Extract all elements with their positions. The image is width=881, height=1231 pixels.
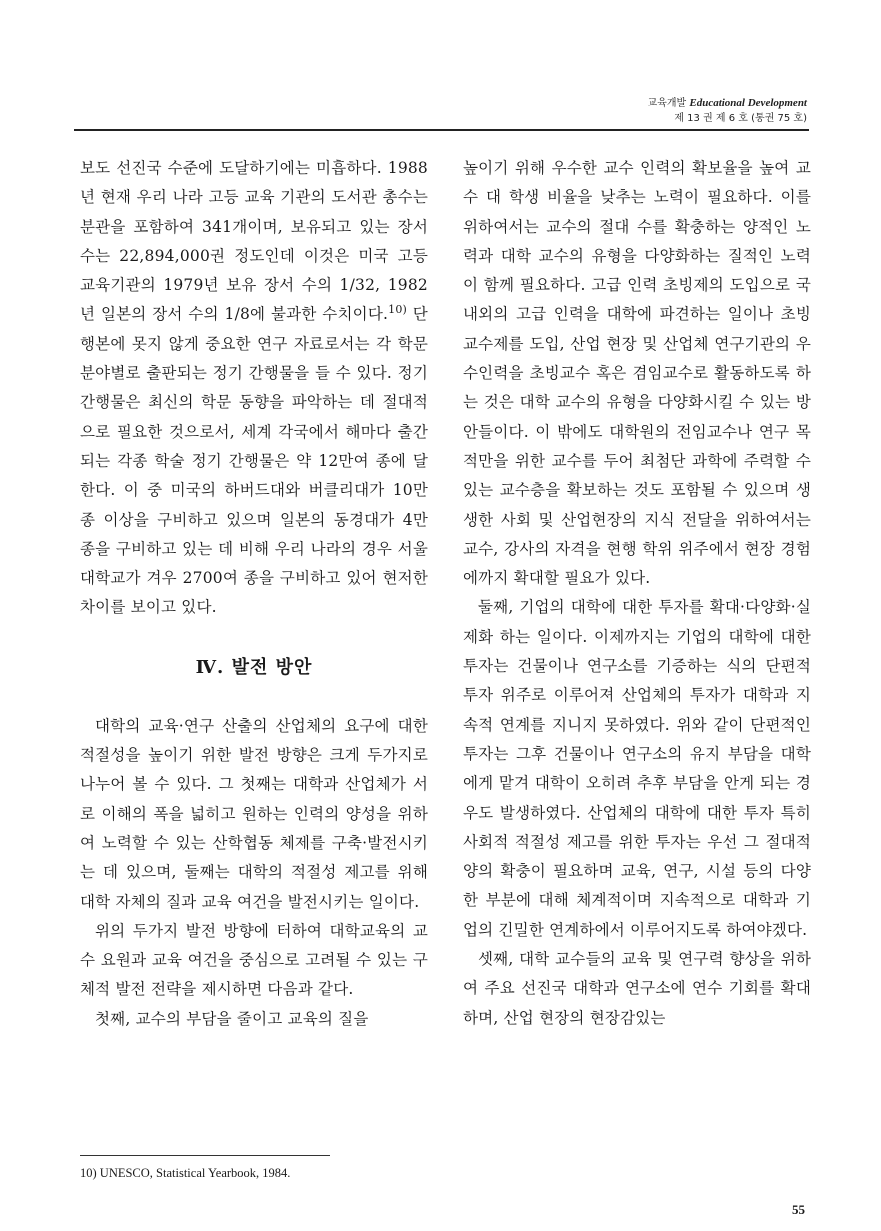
footnote: 10) UNESCO, Statistical Yearbook, 1984. — [80, 1166, 291, 1180]
left-column — [80, 154, 428, 1034]
running-header — [648, 96, 807, 126]
paragraph: 둘째, 기업의 대학에 대한 투자를 확대·다양화·실제화 하는 일이다. 이제까지는 기업의 대학에 대한 투자는 건물이나 연구소를 기증하는 식의 단편적 투자 위주로 이루어져 산업체의 투자가 대학과 지속적 연계를 지니지 못하였다. 위와 같이 단편적인 투자는 그후 건물이나 연구소의 유지 부담을 대학에게 맡겨 대학이 오히려 추후 부담을 안게 되는 경우도 발생하였다. 산업체의 대학에 대한 투자 특히 사회적 적절성 제고를 위한 투자는 우선 그 절대적 양의 확충이 필요하며 교육, 연구, 시설 등의 다양한 부분에 대해 체계적이며 지속적으로 대학과 기업의 긴밀한 연계하에서 이루어지도록 하여야겠다. — [463, 598, 811, 939]
footnote-ref: 10) — [388, 303, 408, 317]
journal-title-en: Educational Development — [689, 97, 807, 109]
header-rule — [74, 129, 809, 131]
section-title: Ⅳ. 발전 방안 — [195, 656, 313, 678]
page-number: 55 — [792, 1202, 805, 1217]
paragraph: 첫째, 교수의 부담을 줄이고 교육의 질을 — [95, 1009, 369, 1028]
paragraph: 셋째, 대학 교수들의 교육 및 연구력 향상을 위하여 주요 선진국 대학과 연구소에 연수 기회를 확대하며, 산업 현장의 현장감있는 — [463, 950, 811, 1027]
right-column — [463, 154, 811, 1033]
footnote-rule — [80, 1155, 330, 1156]
paragraph: 높이기 위해 우수한 교수 인력의 확보율을 높여 교수 대 학생 비율을 낮추는 노력이 필요하다. 이를 위하여서는 교수의 절대 수를 확충하는 양적인 노력과 대학 교수의 유형을 다양화하는 질적인 노력이 함께 필요하다. 고급 인력 초빙제의 도입으로 국내외의 고급 인력을 대학에 파견하는 일이나 초빙 교수제를 도입, 산업 현장 및 산업체 연구기관의 우수인력을 초빙교수 혹은 겸임교수로 활동하도록 하는 것은 대학 교수의 유형을 다양화시킬 수 있는 방안들이다. 이 밖에도 대학원의 전임교수나 연구 목적만을 위한 교수를 두어 최첨단 과학에 주력할 수 있는 교수층을 확보하는 것도 포함될 수 있으며 생생한 사회 및 산업현장의 지식 전달을 위하여서는 교수, 강사의 자격을 현행 학위 위주에서 현장 경험에까지 확대할 필요가 있다. — [463, 159, 811, 588]
journal-title: 교육개발 Educational Development — [647, 97, 807, 109]
paragraph: 위의 두가지 발전 방향에 터하여 대학교육의 교수 요원과 교육 여건을 중심으로 고려될 수 있는 구체적 발전 전략을 제시하면 다음과 같다. — [80, 921, 428, 999]
issue-line: 제 13 권 제 6 호 (통권 75 호) — [674, 113, 807, 124]
paragraph: 보도 선진국 수준에 도달하기에는 미흡하다. 1988년 현재 우리 나라 고등 교육 기관의 도서관 총수는 분관을 포함하여 341개이며, 보유되고 있는 장서 수는 22,894,000권 정도인데 이것은 미국 고등 교육기관의 1979년 보유 장서 수의 1/32, 1982년 일본의 장서 수의 1/8에 불과한 수치이다.$^{10)}$ 단행본에 못지 않게 중요한 연구 자료로서는 각 학문 분야별로 출판되는 정기 간행물을 들 수 있다. 정기 간행물은 최신의 학문 동향을 파악하는 데 절대적으로 필요한 것으로서, 세계 각국에서 해마다 출간되는 각종 학술 정기 간행물은 약 12만여 종에 달한다. 이 중 미국의 하버드대와 버클리대가 10만 종 이상을 구비하고 있으며 일본의 동경대가 4만 종을 구비하고 있는 데 비해 우리 나라의 경우 서울대학교가 겨우 2700여 종을 구비하고 있어 현저한 차이를 보이고 있다. — [80, 159, 428, 617]
paragraph: 대학의 교육·연구 산출의 산업체의 요구에 대한 적절성을 높이기 위한 발전 방향은 크게 두가지로 나누어 볼 수 있다. 그 첫째는 대학과 산업체가 서로 이해의 폭을 넓히고 원하는 인력의 양성을 위하여 노력할 수 있는 산학협동 체제를 구축·발전시키는 데 있으며, 둘째는 대학의 적절성 제고를 위해 대학 자체의 질과 교육 여건을 발전시키는 일이다. — [80, 716, 428, 911]
